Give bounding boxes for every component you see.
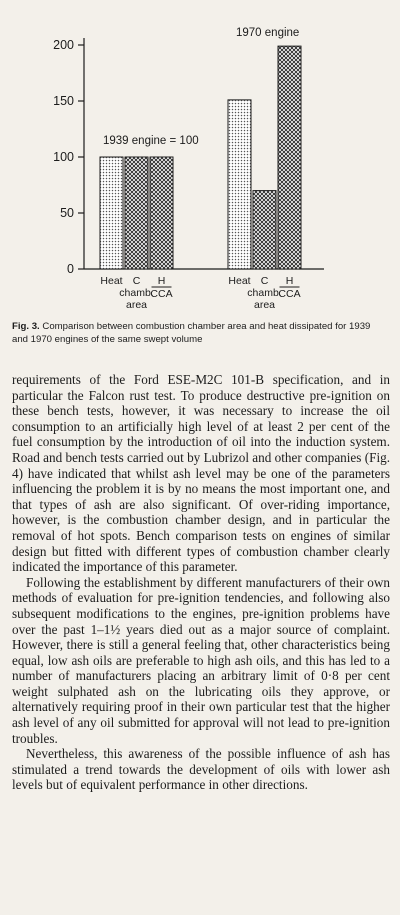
bar-heat-group-1: [100, 157, 123, 269]
annotation-1939: 1939 engine = 100: [103, 135, 199, 147]
annotation-1970: 1970 engine: [236, 27, 300, 39]
y-tick-label: 0: [67, 262, 74, 276]
bar-chamb-area-group-2: [253, 191, 276, 269]
bar-chamb-area-group-1: [125, 157, 148, 269]
figure-caption: [12, 320, 388, 346]
x-label-c: C: [132, 275, 141, 287]
x-label-cca: CCA: [150, 288, 173, 300]
x-label-chamb: chamb.: [119, 287, 154, 299]
y-tick-label: 200: [53, 38, 74, 52]
x-label-heat: Heat: [228, 275, 251, 287]
bar-heat-group-2: [228, 100, 251, 269]
x-label-chamb: chamb.: [247, 287, 282, 299]
x-label-area: area: [253, 299, 276, 311]
x-label-c: C: [260, 275, 269, 287]
x-label-area: area: [125, 299, 148, 311]
bar-chart: [0, 0, 400, 340]
article-body: [12, 372, 390, 793]
x-label-heat: Heat: [100, 275, 123, 287]
paragraph: Following the establishment by different manufacturers of their own methods of evaluation for pre-ignition tendencies, and following also subsequent modifications to the engines, pre-ignition problems have over the past 1–1½ years died out as a major source of complaint. However, there is still a general feeling that, other characteristics being equal, low ash oils are preferable to high ash oils, and this has led to a number of manufacturers placing an arbitrary limit of 0·8 per cent weight sulphated ash on the lubricating oils they approve, or alternatively requiring proof in their own particular test that the higher ash level of any oil submitted for approval will not lead to pre-ignition troubles.: [12, 574, 390, 746]
bar-h-over-cca-group-1: [150, 157, 173, 269]
figure-caption-label: Fig. 3.: [12, 321, 40, 332]
y-tick-label: 100: [53, 150, 74, 164]
x-label-cca: CCA: [278, 288, 301, 300]
x-label-h: H: [285, 275, 294, 287]
bar-h-over-cca-group-2: [278, 46, 301, 269]
y-tick-label: 150: [53, 94, 74, 108]
paragraph: requirements of the Ford ESE-M2C 101-B specification, and in particular the Falcon rust test. To produce destructive pre-ignition on these bench tests, however, it was necessary to increase the oil consumption to an artificially high level of at least 2 per cent of the fuel consumption by the introduction of oil into the induction system. Road and bench tests carried out by Lubrizol and other companies (Fig. 4) have indicated that whilst ash level may be one of the parameters influencing the problem it is by no means the most important one, and that types of ash are also significant. Of over-riding importance, however, is the combustion chamber design, and in particular the removal of hot spots. Bench comparison tests on engines of similar design but fitted with different types of combustion chamber clearly indicated the importance of this parameter.: [12, 372, 390, 575]
x-label-h: H: [157, 275, 166, 287]
figure-caption-text: Comparison between combustion chamber area and heat dissipated for 1939 and 1970 engines of the same swept volume: [12, 321, 371, 345]
y-tick-label: 50: [60, 206, 74, 220]
paragraph: Nevertheless, this awareness of the possible influence of ash has stimulated a trend towards the development of oils with lower ash levels but of equivalent performance in other directions.: [12, 746, 390, 793]
